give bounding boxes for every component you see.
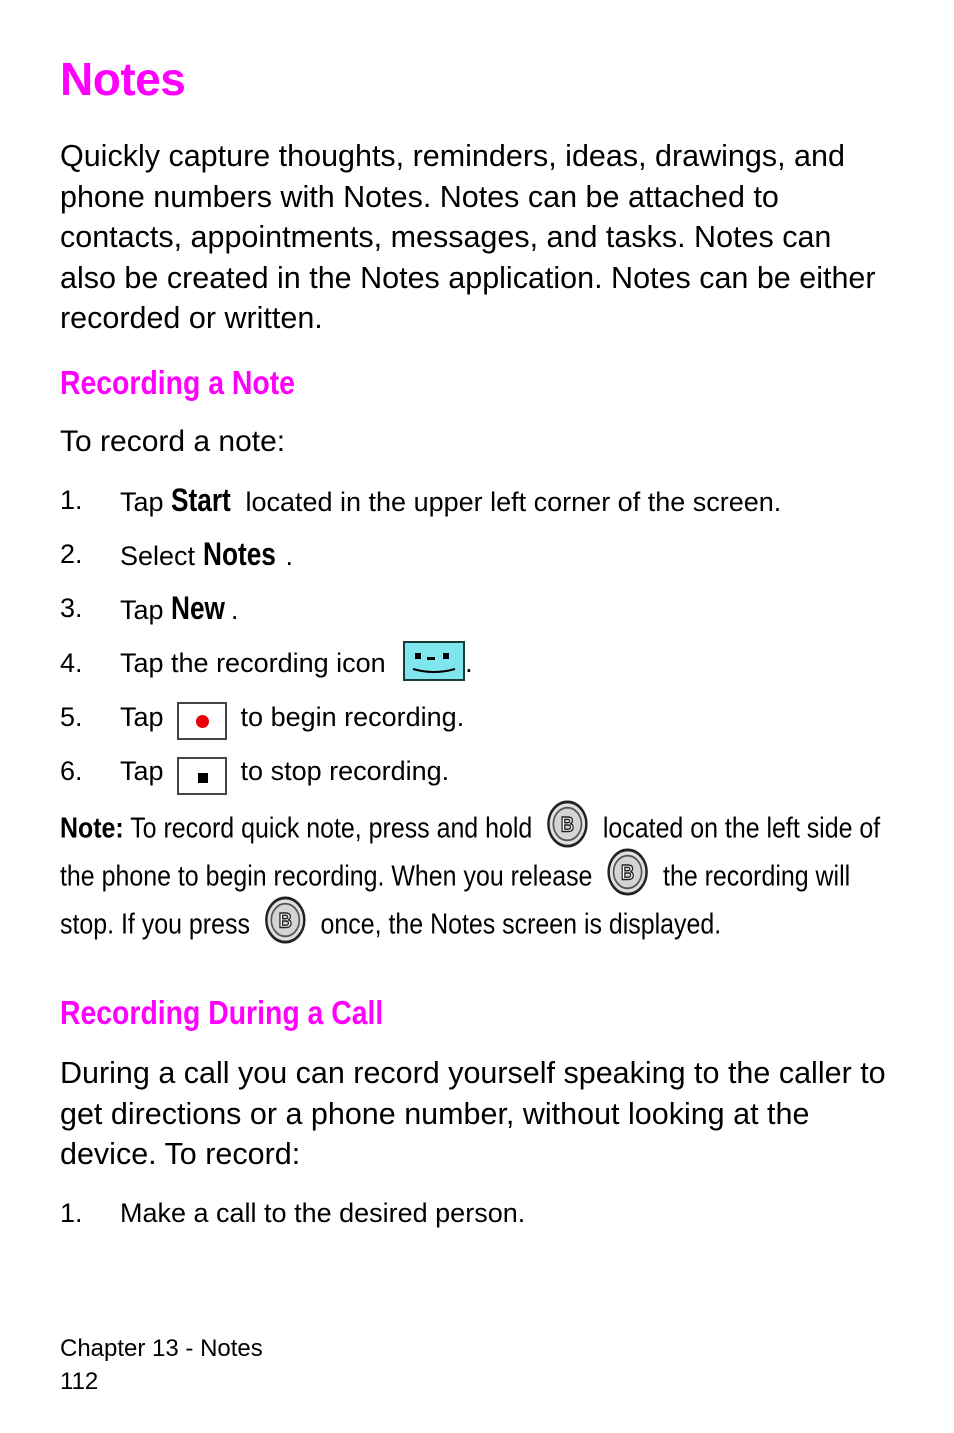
svg-text:B: B	[621, 861, 635, 886]
command-new: New	[171, 590, 226, 626]
command-start: Start	[171, 482, 231, 518]
step-number: 3.	[60, 593, 83, 623]
step-text: Tap New .	[120, 590, 239, 626]
side-record-key-icon	[606, 848, 649, 896]
section-heading-recording-note: Recording a Note	[60, 364, 295, 401]
step-text: Make a call to the desired person.	[120, 1198, 526, 1228]
step-text: Tap to begin recording.	[120, 699, 464, 738]
page-footer	[60, 1332, 263, 1398]
note-label: Note:	[60, 812, 124, 845]
svg-text:B: B	[561, 813, 575, 838]
intro-paragraph: Quickly capture thoughts, reminders, ideas, drawings, and phone numbers with Notes. Notes can be attached to contacts, appointments, messages, and tasks. Notes can also be created in the Notes application. Notes can be either recorded or written.	[60, 139, 876, 335]
side-record-key-icon	[264, 896, 307, 944]
step-text: Select Notes .	[120, 536, 293, 572]
step-number: 2.	[60, 539, 83, 569]
record-button-icon	[177, 702, 227, 740]
step-text: Tap to stop recording.	[120, 753, 449, 792]
step-text: Tap the recording icon .	[120, 645, 473, 681]
side-record-key-icon	[546, 800, 589, 848]
section-body: During a call you can record yourself speaking to the caller to get directions or a phone number, without looking at the device. To record:	[60, 1056, 886, 1171]
step-number: 6.	[60, 756, 83, 786]
footer-chapter: Chapter 13 - Notes	[60, 1335, 263, 1362]
section-lead: To record a note:	[60, 425, 286, 458]
section-heading-recording-during-call: Recording During a Call	[60, 994, 384, 1031]
stop-button-icon	[177, 757, 227, 795]
command-notes: Notes	[202, 536, 276, 572]
footer-page-number: 112	[60, 1368, 99, 1395]
step-text: Tap Start located in the upper left corner of the screen.	[120, 482, 782, 518]
page-title: Notes	[60, 53, 186, 105]
step-number: 1.	[60, 485, 83, 515]
step-number: 1.	[60, 1198, 83, 1228]
svg-text:B: B	[278, 909, 292, 934]
step-number: 5.	[60, 702, 83, 732]
note-paragraph: Note: To record quick note, press and hold B located on the left side of the phone to begin recording. When you release B the recording will stop. If you press B once, the Notes screen is displayed.	[60, 806, 890, 950]
step-number: 4.	[60, 648, 83, 678]
recording-icon	[403, 641, 465, 681]
